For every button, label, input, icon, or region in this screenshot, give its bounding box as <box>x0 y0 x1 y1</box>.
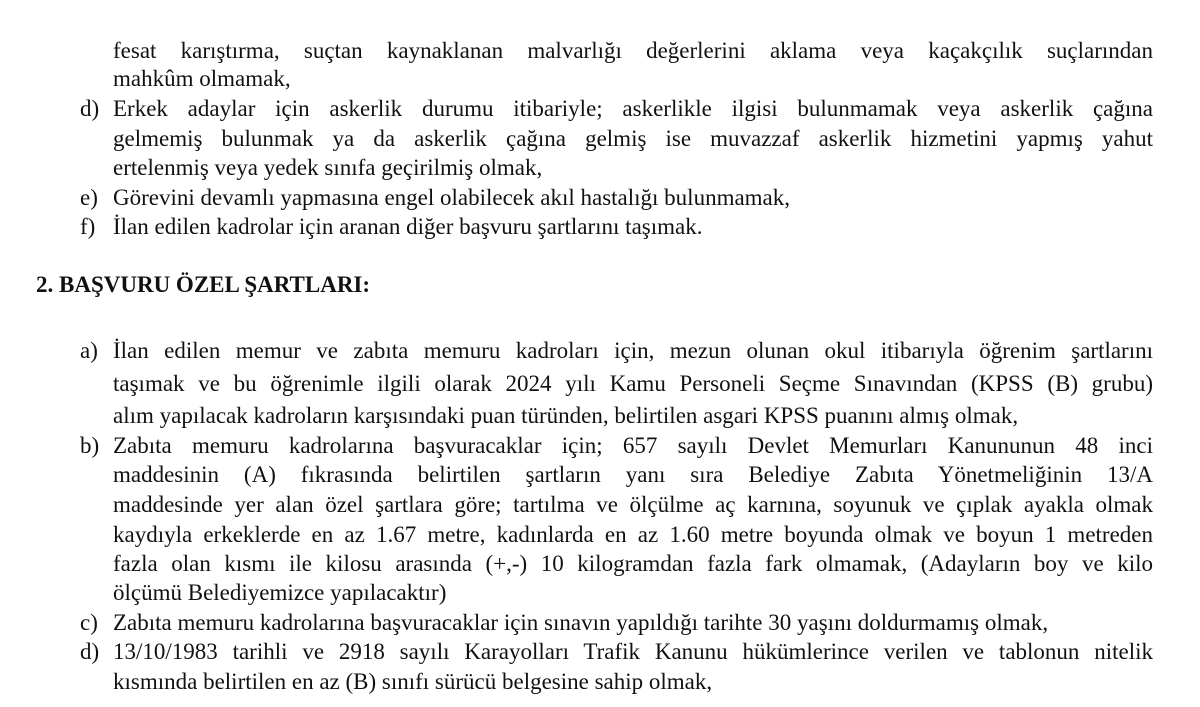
s2-item-d-line-1: 13/10/1983 tarihli ve 2918 sayılı Karayolları Trafik Kanunu hükümlerince verilen ve tablonun nitelik <box>113 639 1153 664</box>
item-marker-d: d) <box>80 96 100 121</box>
s2-item-b-line-6: ölçümü Belediyemizce yapılacaktır) <box>113 580 447 605</box>
s2-item-b-line-1: Zabıta memuru kadrolarına başvuracaklar için; 657 sayılı Devlet Memurları Kanununun 48 inci <box>113 433 1153 458</box>
item-f-line-1: İlan edilen kadrolar için aranan diğer başvuru şartlarını taşımak. <box>113 214 703 239</box>
s2-item-marker-a: a) <box>80 338 98 363</box>
s2-item-a-line-1: İlan edilen memur ve zabıta memuru kadroları için, mezun olunan okul itibarıyla öğrenim şartlarını <box>113 338 1153 363</box>
item-marker-e: e) <box>80 185 98 210</box>
item-marker-f: f) <box>80 214 96 239</box>
continuation-line-2: mahkûm olmamak, <box>113 66 291 91</box>
s2-item-marker-b: b) <box>80 433 100 458</box>
s2-item-a-line-3: alım yapılacak kadroların karşısındaki puan türünden, belirtilen asgari KPSS puanını almış olmak, <box>113 403 1019 428</box>
item-e-line-1: Görevini devamlı yapmasına engel olabilecek akıl hastalığı bulunmamak, <box>113 185 791 210</box>
s2-item-b-line-5: fazla olan kısmı ile kilosu arasında (+,-) 10 kilogramdan fazla fark olmamak, (Adayların boy ve kilo <box>113 551 1153 576</box>
s2-item-b-line-4: kaydıyla erkeklerde en az 1.67 metre, kadınlarda en az 1.60 metre boyunda olmak ve boyun 1 metreden <box>113 522 1153 547</box>
s2-item-marker-d: d) <box>80 639 100 664</box>
s2-item-b-line-2: maddesinin (A) fıkrasında belirtilen şartların yanı sıra Belediye Zabıta Yönetmeliğinin 13/A <box>113 462 1153 487</box>
continuation-line-1: fesat karıştırma, suçtan kaynaklanan malvarlığı değerlerini aklama veya kaçakçılık suçlarından <box>113 38 1153 63</box>
s2-item-marker-c: c) <box>80 610 98 635</box>
s2-item-d-line-2: kısmında belirtilen en az (B) sınıfı sürücü belgesine sahip olmak, <box>113 669 713 694</box>
section-heading: 2. BAŞVURU ÖZEL ŞARTLARI: <box>36 272 371 297</box>
item-d-line-1: Erkek adaylar için askerlik durumu itibariyle; askerlikle ilgisi bulunmamak veya askerlik çağına <box>113 96 1153 121</box>
item-d-line-3: ertelenmiş veya yedek sınıfa geçirilmiş olmak, <box>113 155 543 180</box>
s2-item-c-line-1: Zabıta memuru kadrolarına başvuracaklar için sınavın yapıldığı tarihte 30 yaşını doldurmamış olmak, <box>113 610 1049 635</box>
s2-item-b-line-3: maddesinde yer alan özel şartlara göre; tartılma ve ölçülme aç karnına, soyunuk ve çıplak ayakla olmak <box>113 492 1153 517</box>
item-d-line-2: gelmemiş bulunmak ya da askerlik çağına gelmiş ise muvazzaf askerlik hizmetini yapmış yahut <box>113 126 1153 151</box>
s2-item-a-line-2: taşımak ve bu öğrenimle ilgili olarak 2024 yılı Kamu Personeli Seçme Sınavından (KPSS (B) grubu) <box>113 371 1153 396</box>
